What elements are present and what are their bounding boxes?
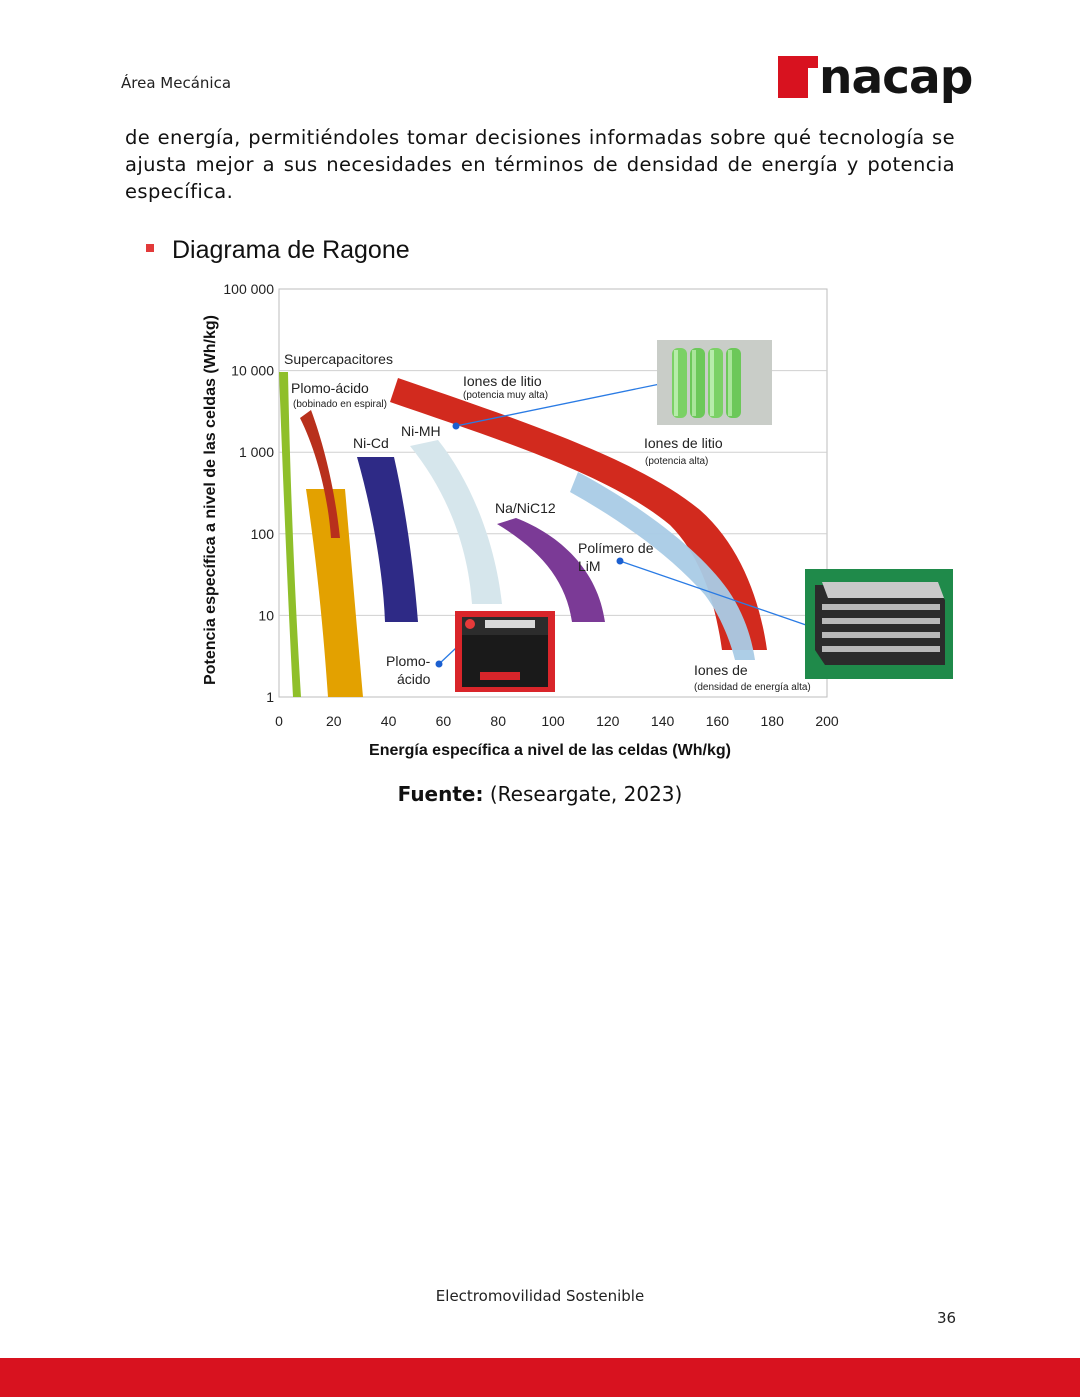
intro-paragraph: de energía, permitiéndoles tomar decisiones informadas sobre qué tecnología se ajusta mejor a sus necesidades en términos de densidad de energía y potencia específica.: [125, 126, 955, 203]
footer-bar: [0, 1358, 1080, 1397]
header-area-label: Área Mecánica: [121, 74, 232, 92]
x-tick-3: 60: [435, 713, 452, 729]
x-tick-2: 40: [380, 713, 397, 729]
label-plomo-line2: ácido: [397, 671, 431, 687]
page-number: 36: [937, 1309, 957, 1327]
y-axis-label: Potencia específica a nivel de las celdas (Wh/kg): [202, 315, 219, 685]
label-iones-densidad: Iones de: [694, 662, 748, 678]
callout-dot-litio-alta: [453, 423, 460, 430]
x-tick-9: 180: [760, 713, 784, 729]
x-tick-6: 120: [596, 713, 620, 729]
cells-photo: [657, 340, 772, 425]
x-axis-label: Energía específica a nivel de las celdas (Wh/kg): [369, 742, 731, 759]
note-iones-densidad: (densidad de energía alta): [694, 682, 811, 693]
label-ni-cd: Ni-Cd: [353, 435, 389, 451]
label-polimero-line2: LiM: [578, 558, 601, 574]
x-tick-labels: [275, 713, 839, 729]
figure-source: [0, 782, 1080, 806]
y-tick-5: 100 000: [223, 281, 274, 297]
y-tick-2: 100: [250, 525, 274, 542]
y-tick-3: 1 000: [238, 444, 274, 461]
section-title-text: Diagrama de Ragone: [172, 236, 410, 264]
label-polimero-line1: Polímero de: [578, 540, 654, 556]
x-tick-10: 200: [815, 713, 839, 729]
logo-wordmark: nacap: [819, 50, 973, 105]
x-tick-4: 80: [490, 713, 506, 729]
y-tick-labels: [223, 281, 274, 705]
x-tick-7: 140: [650, 713, 675, 729]
label-plomo-line1: Plomo-: [386, 653, 431, 669]
y-tick-4: 10 000: [231, 362, 274, 379]
note-iones-litio-alta: (potencia alta): [645, 456, 709, 467]
y-tick-1: 10: [258, 607, 274, 624]
x-tick-0: 0: [275, 713, 283, 729]
lead-acid-battery-photo: [455, 611, 555, 692]
callout-dot-plomo: [436, 661, 443, 668]
callout-dot-polimero: [617, 558, 624, 565]
footer-title: Electromovilidad Sostenible: [435, 1287, 645, 1305]
label-plomo-acido-espiral: Plomo-ácido: [291, 380, 369, 396]
x-tick-1: 20: [326, 713, 342, 729]
label-na-nic12: Na/NiC12: [495, 500, 556, 516]
battery-pack-photo: [805, 569, 953, 679]
label-iones-litio-muy-alta: Iones de litio: [463, 373, 542, 389]
label-ni-mh: Ni-MH: [401, 423, 441, 439]
y-tick-0: 1: [266, 689, 274, 705]
label-supercapacitores: Supercapacitores: [284, 351, 393, 367]
source-label: Fuente:: [397, 782, 484, 806]
note-plomo-acido-espiral: (bobinado en espiral): [293, 399, 387, 410]
source-text: (Researgate, 2023): [483, 782, 683, 806]
note-iones-litio-muy-alta: (potencia muy alta): [463, 390, 549, 401]
x-tick-8: 160: [705, 713, 730, 729]
label-iones-litio-alta: Iones de litio: [644, 435, 723, 451]
x-tick-5: 100: [541, 713, 565, 729]
